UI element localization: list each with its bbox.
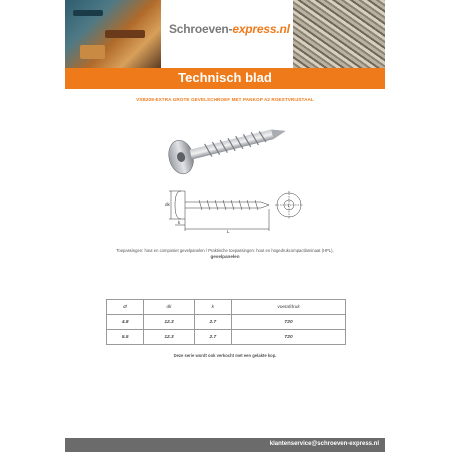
cell-footprint: T20 [232, 315, 346, 330]
logo-main-text: Schroeven- [169, 22, 233, 36]
label-k: k [178, 220, 181, 225]
header-photo-screws [293, 0, 385, 68]
label-t: T [287, 203, 290, 208]
logo[interactable] [169, 22, 290, 36]
usage-line-2: gevelpanelen [210, 254, 240, 260]
footer-email-link[interactable]: klantenservice@schroeven-express.nl [269, 441, 379, 447]
spec-table [106, 299, 346, 345]
product-title: VSB208-EXTRA GROTE GEVELSCHROEF MET PANKOP A2 ROESTVRIJSTAAL [136, 97, 314, 102]
cell-dk: 12.3 [144, 315, 194, 330]
table-header-row [107, 300, 346, 315]
datasheet-page [65, 0, 385, 452]
usage-text [75, 248, 375, 261]
technical-drawing [165, 185, 305, 235]
cell-diameter: 5.5 [107, 330, 144, 345]
logo-accent-text: express.nl [232, 22, 290, 36]
table-row [107, 330, 346, 345]
cell-footprint: T20 [232, 330, 346, 345]
page-title: Technisch blad [178, 70, 272, 85]
header-photo-tools [65, 0, 161, 68]
cell-diameter: 4.8 [107, 315, 144, 330]
table-row [107, 315, 346, 330]
cell-k: 2.7 [194, 330, 231, 345]
label-dk: dk [165, 202, 170, 207]
cell-k: 2.7 [194, 315, 231, 330]
header-diameter: Ø [107, 300, 144, 315]
usage-line-1: Toepassingen: hout en composiet gevelpanelen / Praktische toepassingen: hout en hogedrukcompactlaminaat (HPL), [116, 248, 334, 253]
header-footprint: voetafdruk [232, 300, 346, 315]
header-dk: dk [144, 300, 194, 315]
cell-dk: 12.3 [144, 330, 194, 345]
header-k: k [194, 300, 231, 315]
lacquered-head-note: Deze serie wordt ook verkocht met een gelakte kop. [173, 353, 277, 358]
label-l: L [227, 229, 230, 234]
screw-photo [155, 108, 295, 178]
